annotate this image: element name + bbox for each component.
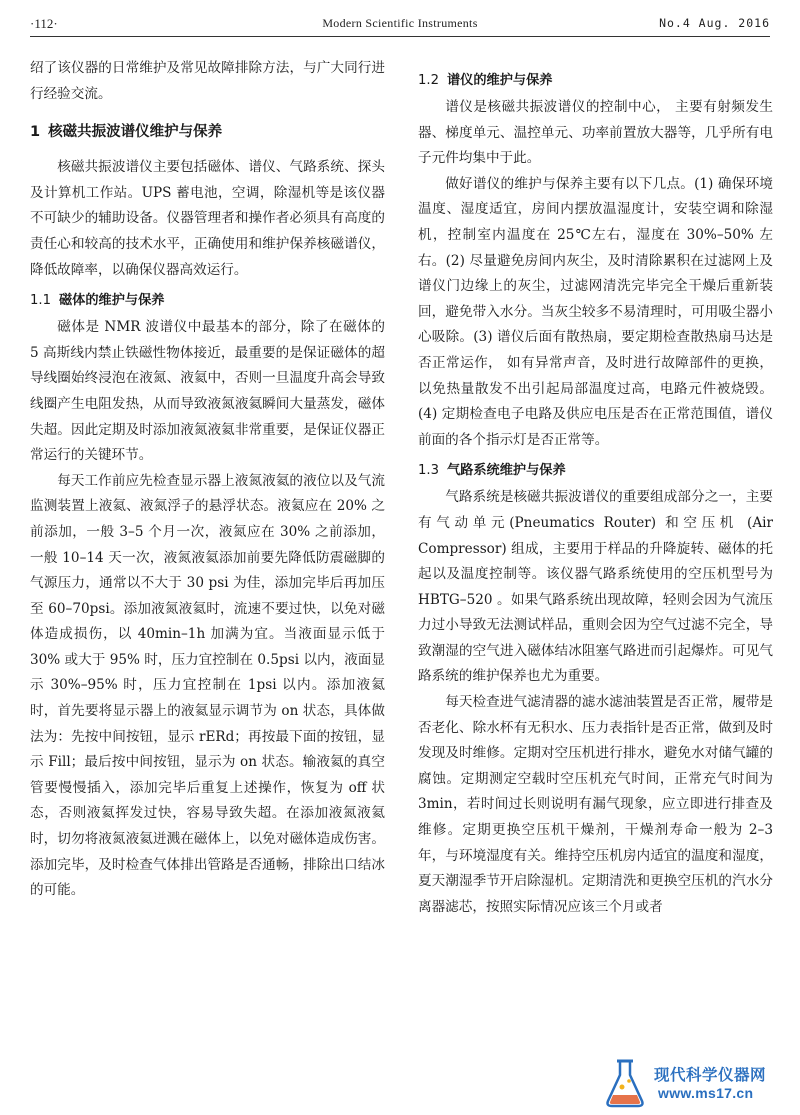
- intro-continuation: 绍了该仪器的日常维护及常见故障排除方法，与广大同行进行经验交流。: [30, 60, 385, 102]
- watermark-url: www.ms17.cn: [658, 1085, 754, 1101]
- paragraph: 核磁共振波谱仪主要包括磁体、谱仪、气路系统、探头及计算机工作站。UPS 蓄电池，空调，除湿机等是该仪器不可缺少的辅助设备。仪器管理者和操作者必须具有高度的责任心和较高的技术水平，正确使用和维护保养核磁谱仪，降低故障率，以确保仪器高效运行。: [30, 159, 385, 278]
- paragraph: 磁体是 NMR 波谱仪中最基本的部分，除了在磁体的 5 高斯线内禁止铁磁性物体接近，最重要的是保证磁体的超导线圈始终浸泡在液氮、液氦中，否则一旦温度升高会导致线圈产生电阻发热，从而导致液氮液氦瞬间大量蒸发，磁体失超。因此定期及时添加液氮液氦非常重要，是保证仪器正常运行的关键环节。: [30, 319, 385, 464]
- subsection-number: 1.2: [418, 73, 439, 88]
- subsection-title: 谱仪的维护与保养: [446, 73, 553, 88]
- paragraph: 做好谱仪的维护与保养主要有以下几点。(1) 确保环境温度、湿度适宜，房间内摆放温湿度计，安装空调和除湿机，控制室内温度在 25℃左右，湿度在 30%–50% 左右。(2) 尽量避免房间内灰尘，及时清除累积在过滤网上及谱仪门边缘上的灰尘，过滤网清洗完毕完全干燥后重新装回，避免带入水分。当灰尘较多不易清理时，可用吸尘器小心吸除。(3) 谱仪后面有散热扇，要定期检查散热扇马达是否正常运作， 如有异常声音，及时进行故障部件的更换，以免热量散发不出引起局部温度过高，电路元件被烧毁。(4) 定期检查电子电路及供应电压是否在正常范围值，谱仪前面的各个指示灯是否正常等。: [418, 175, 773, 448]
- site-watermark: [602, 1057, 792, 1109]
- subsection-number: 1.3: [418, 463, 439, 479]
- page-number: ·112·: [30, 16, 58, 31]
- watermark-title: 现代科学仪器网: [654, 1066, 767, 1084]
- issue-info: No.4 Aug. 2016: [659, 16, 770, 30]
- section-title: 核磁共振波谱仪维护与保养: [48, 124, 223, 141]
- paragraph: 谱仪是核磁共振波谱仪的控制中心， 主要有射频发生器、梯度单元、温控单元、功率前置放大器等，几乎所有电子元件均集中于此。: [418, 99, 773, 167]
- subsection-title: 气路系统维护与保养: [446, 463, 566, 479]
- section-heading-1: [30, 119, 385, 145]
- paragraph: 每天工作前应先检查显示器上液氮液氦的液位以及气流监测装置上液氦、液氮浮子的悬浮状态。液氦应在 20% 之前添加，一般 3–5 个月一次，液氮应在 30% 之前添加，一般 10–14 天一次，液氮液氦添加前要先降低防震磁脚的气源压力，通常以不大于 30 psi 为佳，添加完毕后再加压至 60–70psi。添加液氮液氦时，流速不要过快，以免对磁体造成损伤，以 40min–1h 加满为宜。当液面显示低于 30% 或大于 95% 时，压力宜控制在 0.5psi 以内，液面显示 30%–95% 时，压力宜控制在 1psi 以内。添加液氦时，首先要将显示器上的液氦显示调节为 on 状态，具体做法为：先按中间按钮，显示 rERd；再按最下面的按钮，显示 Fill；最后按中间按钮，显示为 on 状态。输液氦的真空管要慢慢插入，添加完毕后重复上述操作，恢复为 off 状态，否则液氦挥发过快，容易导致失超。在添加液氮液氦时，切勿将液氮液氦迸溅在磁体上，以免对磁体造成伤害。添加完毕，及时检查气体排出管路是否通畅，排除出口结冰的可能。: [30, 472, 385, 899]
- subsection-heading-1-3: [418, 458, 773, 483]
- right-column: [418, 56, 773, 920]
- subsection-number: 1.1: [30, 293, 51, 309]
- paragraph: 气路系统是核磁共振波谱仪的重要组成部分之一，主要有气动单元(Pneumatics Router) 和空压机 (Air Compressor) 组成，主要用于样品的升降旋转、磁体的托起以及温度控制等。该仪器气路系统使用的空压机型号为 HBTG–520 。如果气路系统出现故障，轻则会因为气流压力过小导致无法测试样品，重则会因为空气过滤不完全，导致潮湿的空气进入磁体结冰阻塞气路进而引起爆炸。可见气路系统的维护保养也尤为重要。: [418, 489, 773, 685]
- paragraph: 每天检查进气滤清器的滤水滤油装置是否正常，履带是否老化、除水杯有无积水、压力表指针是否正常，做到及时发现及时维修。定期对空压机进行排水，避免水对储气罐的腐蚀。定期测定空载时空压机充气时间，正常充气时间为 3min，若时间过长则说明有漏气现象，应立即进行排查及维修。定期更换空压机干燥剂，干燥剂寿命一般为 2–3 年，与环境湿度有关。维持空压机房内适宜的温度和湿度，夏天潮湿季节开启除湿机。定期清洗和更换空压机的汽水分离器滤芯，按照实际情况应该三个月或者: [418, 694, 773, 915]
- left-column: [30, 56, 385, 904]
- flask-logo-icon: [602, 1057, 648, 1109]
- journal-name: Modern Scientific Instruments: [322, 16, 478, 30]
- running-header: [30, 14, 770, 37]
- subsection-title: 磁体的维护与保养: [58, 293, 165, 309]
- subsection-heading-1-1: [30, 288, 385, 313]
- section-number: 1: [30, 124, 41, 141]
- subsection-heading-1-2: [418, 68, 773, 93]
